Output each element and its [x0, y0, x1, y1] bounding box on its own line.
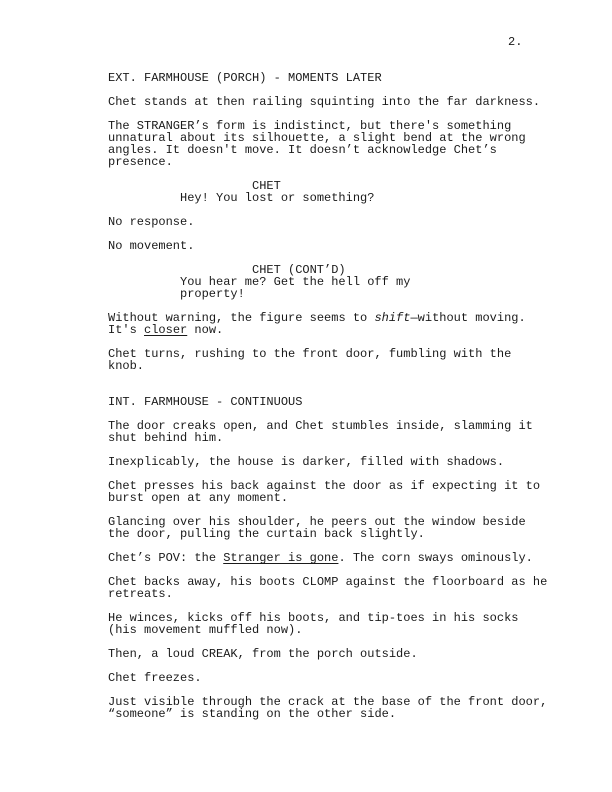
action-line: It's closer now. — [108, 323, 224, 337]
character-name: CHET — [252, 179, 281, 193]
action-line: Chet freezes. — [108, 671, 202, 685]
underlined-text: closer — [144, 323, 188, 337]
character-name: CHET (CONT’D) — [252, 263, 346, 277]
action-line: Just visible through the crack at the base of the front door, — [108, 695, 548, 709]
action-line: retreats. — [108, 587, 173, 601]
action-line: Chet turns, rushing to the front door, fumbling with the — [108, 347, 512, 361]
scene-heading: EXT. FARMHOUSE (PORCH) - MOMENTS LATER — [108, 71, 382, 85]
action-line: knob. — [108, 359, 145, 373]
action-line: Glancing over his shoulder, he peers out the window beside — [108, 515, 526, 529]
dialogue-line: You hear me? Get the hell off my — [180, 275, 411, 289]
action-line: burst open at any moment. — [108, 491, 289, 505]
action-line: No response. — [108, 215, 195, 229]
action-line: unnatural about its silhouette, a slight bend at the wrong — [108, 131, 526, 145]
underlined-text: Stranger is gone — [223, 551, 339, 565]
action-line: Inexplicably, the house is darker, filled with shadows. — [108, 455, 505, 469]
action-line: Chet presses his back against the door as if expecting it to — [108, 479, 541, 493]
action-line: No movement. — [108, 239, 195, 253]
action-line: The STRANGER’s form is indistinct, but there's something — [108, 119, 512, 133]
action-line: shut behind him. — [108, 431, 224, 445]
action-line: Chet’s POV: the Stranger is gone. The corn sways ominously. — [108, 551, 533, 565]
action-line: He winces, kicks off his boots, and tip-toes in his socks — [108, 611, 519, 625]
scene-heading: INT. FARMHOUSE - CONTINUOUS — [108, 395, 303, 409]
action-line: The door creaks open, and Chet stumbles inside, slamming it — [108, 419, 533, 433]
action-line: (his movement muffled now). — [108, 623, 303, 637]
action-line: presence. — [108, 155, 173, 169]
action-line: Chet backs away, his boots CLOMP against the floorboard as he — [108, 575, 548, 589]
dialogue-line: property! — [180, 287, 245, 301]
action-line: Without warning, the figure seems to shift—without moving. — [108, 311, 526, 325]
action-line: Then, a loud CREAK, from the porch outside. — [108, 647, 418, 661]
action-line: Chet stands at then railing squinting into the far darkness. — [108, 95, 541, 109]
emphasis-text: shift — [374, 311, 411, 325]
action-line: “someone” is standing on the other side. — [108, 707, 397, 721]
dialogue-line: Hey! You lost or something? — [180, 191, 375, 205]
action-line: angles. It doesn't move. It doesn’t acknowledge Chet’s — [108, 143, 497, 157]
page-number: 2. — [508, 35, 523, 49]
action-line: the door, pulling the curtain back slightly. — [108, 527, 425, 541]
